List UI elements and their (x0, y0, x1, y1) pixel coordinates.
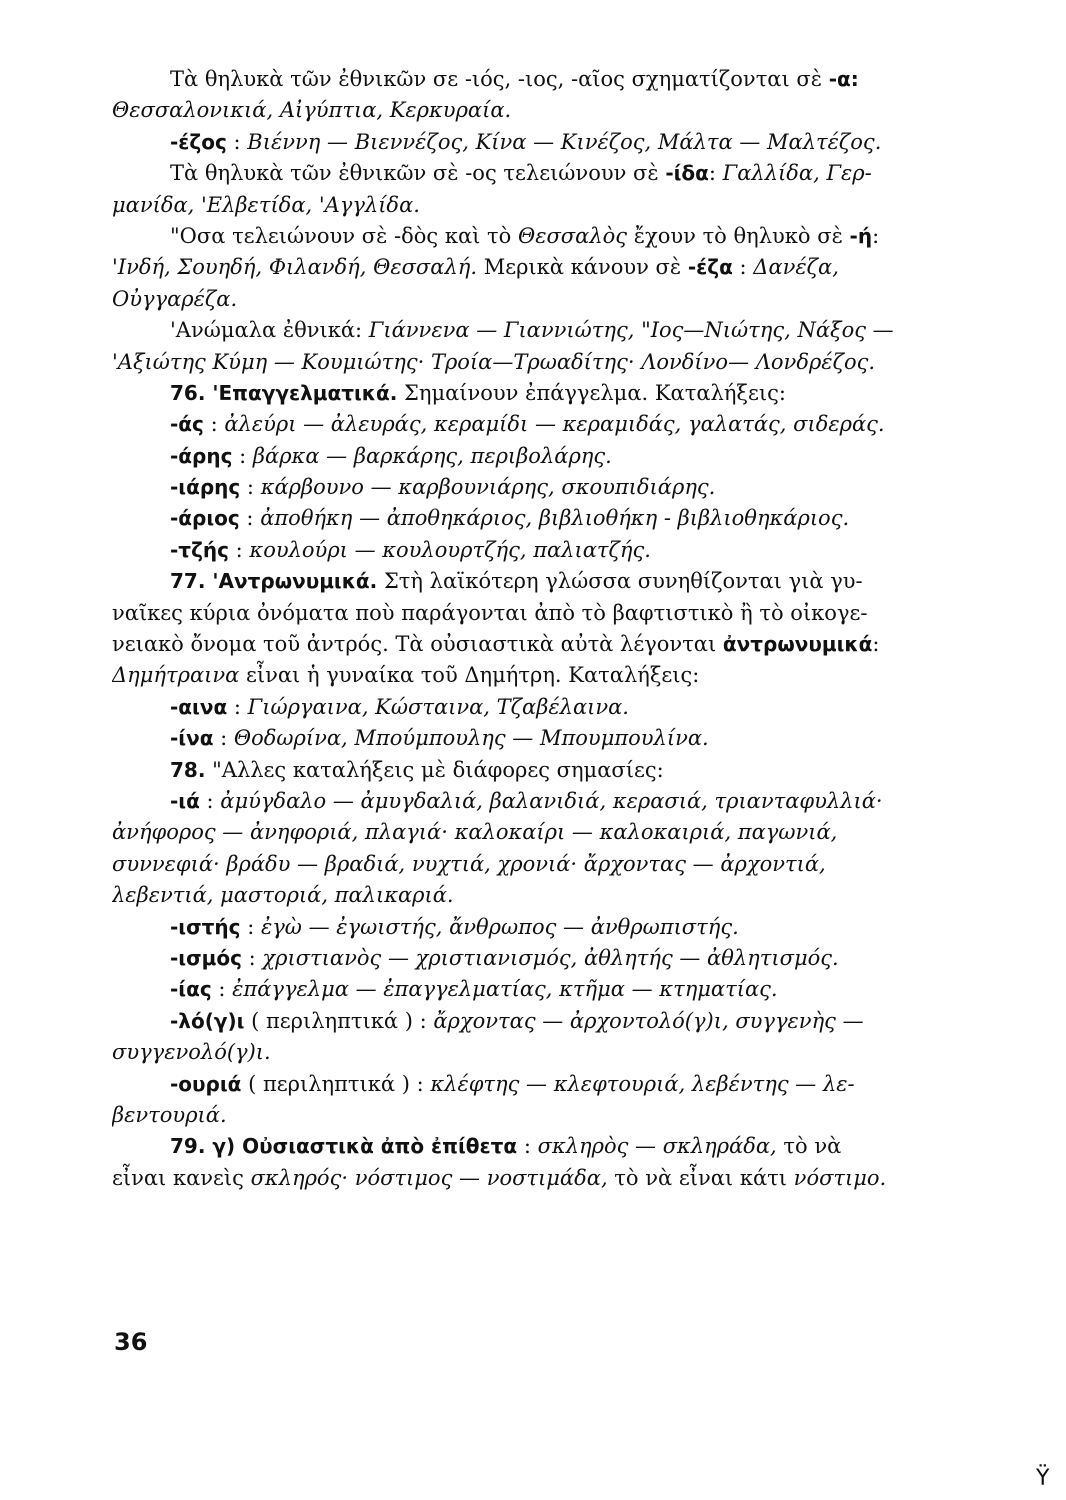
text-line (112, 535, 934, 566)
italic-example: ἐγὼ — ἐγωιστής, ἄνθρωπος — ἀνθρωπιστής. (260, 914, 739, 939)
text-line (112, 755, 934, 786)
bold-term: ἀντρωνυμικά (722, 632, 873, 657)
plain-text: ( περιληπτικά ) : (244, 1008, 434, 1033)
plain-text: "Αλλες καταλήξεις μὲ διάφορες σημασίες: (205, 757, 664, 782)
italic-example: ἀλεύρι — ἀλευράς, κεραμίδι — κεραμιδάς, γαλατάς, σιδεράς. (224, 412, 885, 437)
text-line (112, 1163, 934, 1194)
bold-term: -α: (828, 67, 859, 91)
text-line (112, 252, 934, 283)
text-line (112, 1037, 934, 1068)
text-line (112, 472, 934, 503)
plain-text: : (239, 506, 261, 531)
italic-example: Γιάννενα — Γιαννιώτης, "Ιος—Νιώτης, Νάξος — (368, 318, 894, 343)
page-number: 36 (114, 1328, 148, 1356)
text-line (112, 64, 934, 95)
text-line (112, 566, 934, 597)
plain-text: ναῖκες κύρια ὀνόματα ποὺ παράγονται ἀπὸ τὸ βαφτιστικὸ ἢ τὸ οἰκογε- (112, 600, 868, 625)
text-line (112, 284, 934, 315)
text-line (112, 598, 934, 629)
bold-term: -ουριά (170, 1071, 242, 1096)
italic-example: ἀποθήκη — ἀποθηκάριος, βιβλιοθήκη - βιβλιοθηκάριος. (260, 506, 850, 531)
plain-text: : (211, 977, 233, 1002)
plain-text: : (203, 412, 225, 437)
plain-text: : (226, 129, 248, 154)
text-line (112, 1100, 934, 1131)
bold-term: -ισμός (170, 945, 242, 970)
text-line (112, 786, 934, 817)
bold-term: 78. (170, 757, 206, 782)
text-line (112, 880, 934, 911)
italic-example: συννεφιά· βράδυ — βραδιά, νυχτιά, χρονιά· ἄρχοντας — ἀρχοντιά, (112, 851, 826, 876)
plain-text: Σημαίνουν ἐπάγγελμα. Καταλήξεις: (397, 380, 786, 405)
italic-example: Γαλλίδα, Γερ- (722, 161, 872, 186)
bold-term: -ιά (170, 788, 200, 813)
italic-example: ἐπάγγελμα — ἐπαγγελματίας, κτῆμα — κτηματίας. (232, 977, 778, 1002)
plain-text: 'Ανώμαλα ἐθνικά: (170, 318, 369, 343)
italic-example: συγγενολό(γ)ι. (112, 1040, 271, 1065)
bold-term: -ή (849, 223, 873, 248)
text-line (112, 190, 934, 221)
italic-example: σκληρὸς — σκληράδα, (537, 1134, 777, 1159)
bold-term: 79. γ) Οὐσιαστικὰ ἀπὸ ἐπίθετα (170, 1134, 518, 1159)
plain-text: : (232, 443, 253, 468)
plain-text: : (241, 945, 263, 970)
plain-text: ( περιληπτικά ) : (241, 1071, 431, 1096)
text-line (112, 629, 934, 660)
plain-text: τὸ νὰ εἶναι κάτι (607, 1165, 794, 1190)
bold-term: -άριος (170, 506, 240, 531)
plain-text: Τὰ θηλυκὰ τῶν ἐθνικῶν σε -ιός, -ιος, -αῖος σχηματίζονται σὲ (170, 67, 829, 91)
bold-term: -ίδα (665, 161, 709, 186)
italic-example: Δημήτραινα (112, 663, 240, 688)
plain-text: : (227, 694, 248, 719)
plain-text: : (199, 788, 221, 813)
plain-text: : (708, 161, 723, 186)
text-line (112, 723, 934, 754)
bold-term: -άρης (170, 443, 233, 468)
italic-example: Θεσσαλὸς (517, 223, 628, 248)
italic-example: βάρκα — βαρκάρης, περιβολάρης. (252, 443, 612, 468)
bold-term: -ίας (170, 977, 212, 1002)
plain-text: : (732, 255, 754, 280)
text-line (112, 1131, 934, 1162)
italic-example: μανίδα, 'Ελβετίδα, 'Αγγλίδα. (112, 192, 420, 217)
plain-text: : (240, 475, 261, 500)
italic-example: Οὐγγαρέζα. (112, 286, 238, 311)
text-line (112, 221, 934, 252)
plain-text: Μερικὰ κάνουν σὲ (477, 255, 688, 280)
plain-text: : (872, 632, 880, 657)
plain-text: νειακὸ ὄνομα τοῦ ἀντρός. Τὰ οὐσιαστικὰ αὐτὰ λέγονται (112, 632, 723, 657)
text-line (112, 974, 934, 1005)
italic-example: ἀνήφορος — ἀνηφοριά, πλαγιά· καλοκαίρι — καλοκαιριά, παγωνιά, (112, 820, 838, 845)
plain-text: : (517, 1134, 538, 1159)
italic-example: Γιώργαινα, Κώσταινα, Τζαβέλαινα. (247, 694, 629, 719)
bold-term: -άς (170, 412, 204, 437)
bold-term: -ίνα (170, 726, 214, 751)
bold-term: -έζος (170, 129, 227, 154)
text-line (112, 127, 934, 158)
italic-example: λεβεντιά, μαστοριά, παλικαριά. (112, 883, 454, 908)
italic-example: Δανέζα, (753, 255, 839, 280)
text-line (112, 441, 934, 472)
italic-example: νόστιμο. (793, 1165, 887, 1190)
text-line (112, 692, 934, 723)
text-line (112, 503, 934, 534)
plain-text: : (240, 914, 261, 939)
plain-text: εἶναι κανεὶς (112, 1165, 251, 1190)
bold-term: 77. 'Αντρωνυμικά. (170, 569, 378, 594)
body-text (112, 64, 934, 1194)
text-line (112, 409, 934, 440)
text-line (112, 347, 934, 378)
bold-term: -αινα (170, 694, 228, 719)
text-line (112, 158, 934, 189)
text-line (112, 1006, 934, 1037)
plain-text: εἶναι ἡ γυναίκα τοῦ Δημήτρη. Καταλήξεις: (239, 663, 700, 688)
bold-term: -λό(γ)ι (170, 1008, 245, 1033)
italic-example: ἄρχοντας — ἀρχοντολό(γ)ι, συγγενὴς — (433, 1008, 864, 1033)
text-line (112, 817, 934, 848)
text-line (112, 943, 934, 974)
italic-example: Θεσσαλονικιά, Αἰγύπτια, Κερκυραία. (112, 98, 512, 123)
italic-example: σκληρός· νόστιμος — νοστιμάδα, (250, 1165, 608, 1190)
plain-text: ἔχουν τὸ θηλυκὸ σὲ (627, 223, 850, 248)
italic-example: ἀμύγδαλο — ἀμυγδαλιά, βαλανιδιά, κερασιά, τριανταφυλλιά· (220, 788, 883, 813)
plain-text: : (213, 726, 234, 751)
text-line (112, 1069, 934, 1100)
italic-example: 'Αξιώτης Κύμη — Κουμιώτης· Τροία—Τρωαδίτης· Λονδίνο— Λονδρέζος. (112, 349, 876, 374)
italic-example: κουλούρι — κουλουρτζής, παλιατζής. (249, 537, 651, 562)
italic-example: Θοδωρίνα, Μπούμπουλης — Μπουμπουλίνα. (233, 726, 709, 751)
italic-example: 'Ινδή, Σουηδή, Φιλανδή, Θεσσαλή. (112, 255, 478, 280)
text-line (112, 849, 934, 880)
bold-term: -έζα (687, 255, 733, 280)
plain-text: Τὰ θηλυκὰ τῶν ἐθνικῶν σὲ -ος τελειώνουν σὲ (170, 161, 666, 186)
plain-text: τὸ νὰ (776, 1134, 842, 1159)
plain-text: : (228, 537, 250, 562)
text-line (112, 660, 934, 691)
bold-term: -τζής (170, 537, 229, 562)
italic-example: Βιέννη — Βιεννέζος, Κίνα — Κινέζος, Μάλτα — Μαλτέζος. (247, 129, 882, 154)
plain-text: "Οσα τελειώνουν σὲ -δὸς καὶ τὸ (170, 223, 518, 248)
italic-example: κλέφτης — κλεφτουριά, λεβέντης — λε- (430, 1071, 855, 1096)
bold-term: 76. 'Επαγγελματικά. (170, 380, 398, 405)
plain-text: Στὴ λαϊκότερη γλώσσα συνηθίζονται γιὰ γυ- (377, 569, 863, 594)
text-line (112, 95, 934, 126)
corner-mark: Ϋ (1036, 1466, 1050, 1491)
bold-term: -ιάρης (170, 475, 241, 500)
text-line (112, 315, 934, 346)
italic-example: βεντουριά. (112, 1102, 227, 1127)
text-line (112, 378, 934, 409)
text-line (112, 912, 934, 943)
italic-example: χριστιανὸς — χριστιανισμός, ἀθλητής — ἀθλητισμός. (262, 945, 839, 970)
bold-term: -ιστής (170, 914, 241, 939)
plain-text: : (872, 223, 880, 248)
italic-example: κάρβουνο — καρβουνιάρης, σκουπιδιάρης. (260, 475, 716, 500)
